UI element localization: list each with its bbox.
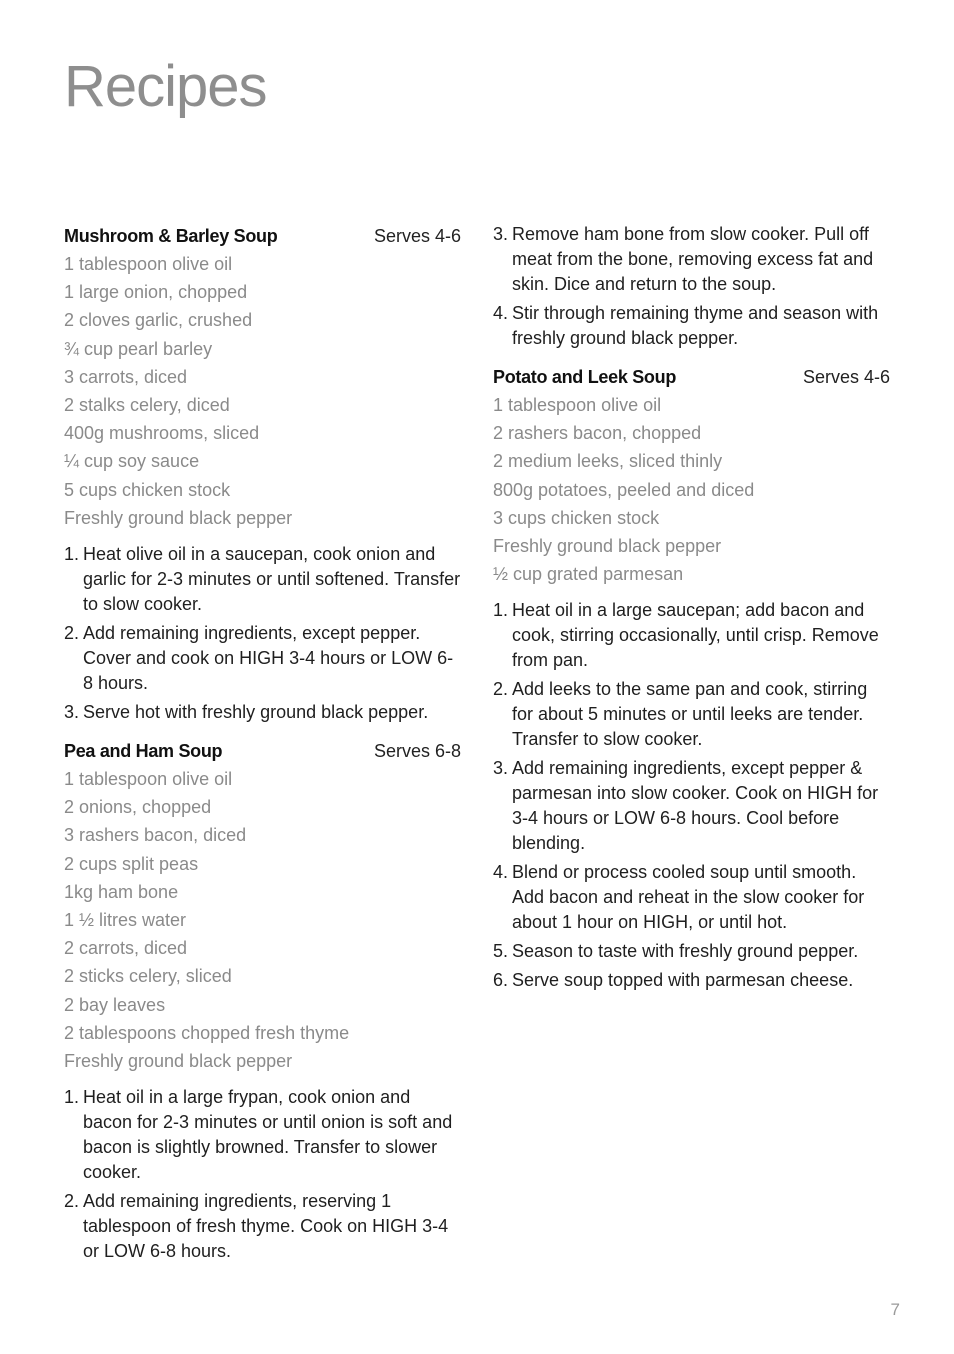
recipe-potato-and-leek-soup — [493, 363, 890, 993]
serves-label: Serves 4-6 — [373, 226, 461, 246]
ingredient-item: 3 cups chicken stock — [493, 507, 660, 528]
step-text: Add remaining ingredients, reserving 1 tablespoon of fresh thyme. Cook on HIGH 3-4 or LOW 6-8 hours. — [83, 1191, 449, 1262]
step-number: 5. — [493, 941, 509, 962]
serves-label: Serves 4-6 — [802, 367, 890, 387]
ingredient-item: 2 sticks celery, sliced — [64, 966, 232, 987]
method-step — [64, 1189, 461, 1264]
method-step — [493, 939, 890, 964]
step-text: Serve soup topped with parmesan cheese. — [512, 970, 854, 991]
recipe-header — [64, 222, 461, 250]
step-number: 2. — [64, 1191, 80, 1212]
method-step — [493, 301, 890, 351]
ingredient-item: 2 bay leaves — [64, 994, 166, 1015]
method-step — [493, 222, 890, 297]
step-text: Add leeks to the same pan and cook, stirring for about 5 minutes or until leeks are tender. Transfer to slow cooker. — [512, 679, 868, 750]
method-step — [64, 700, 461, 725]
ingredient-item: 800g potatoes, peeled and diced — [493, 479, 755, 500]
ingredient-item: 3 rashers bacon, diced — [64, 825, 247, 846]
ingredient-item: Freshly ground black pepper — [64, 507, 293, 528]
step-text: Heat oil in a large saucepan; add bacon and cook, stirring occasionally, until crisp. Remove from pan. — [512, 600, 879, 671]
method-steps-continued — [493, 222, 890, 351]
ingredient-item: 400g mushrooms, sliced — [64, 423, 260, 444]
recipe-header — [493, 363, 890, 391]
step-text: Season to taste with freshly ground pepper. — [512, 941, 859, 962]
step-number: 1. — [64, 1087, 80, 1108]
step-number: 2. — [493, 679, 509, 700]
ingredient-item: 2 stalks celery, diced — [64, 395, 230, 416]
ingredient-item: 2 medium leeks, sliced thinly — [493, 451, 723, 472]
page-number: 7 — [890, 1300, 900, 1319]
recipe-title: Potato and Leek Soup — [493, 367, 677, 387]
ingredient-item: ¾ cup pearl barley — [64, 338, 213, 359]
ingredient-list — [493, 391, 890, 588]
ingredient-item: Freshly ground black pepper — [493, 536, 722, 557]
ingredient-item: 2 onions, chopped — [64, 797, 212, 818]
step-number: 3. — [64, 702, 80, 723]
ingredient-item: 1 tablespoon olive oil — [493, 395, 662, 415]
ingredient-item: 1 tablespoon olive oil — [64, 769, 233, 790]
step-text: Add remaining ingredients, except pepper & parmesan into slow cooker. Cook on HIGH for 3-4 hours or LOW 6-8 hours. Cool before blending. — [512, 758, 879, 854]
ingredient-item: ¼ cup soy sauce — [64, 451, 200, 472]
step-number: 4. — [493, 862, 509, 883]
method-steps — [493, 598, 890, 993]
method-step — [493, 756, 890, 856]
step-number: 4. — [493, 303, 509, 323]
left-column — [64, 222, 461, 1276]
recipe-pea-and-ham-soup — [64, 737, 461, 1264]
ingredient-item: ½ cup grated parmesan — [493, 564, 684, 585]
ingredient-item: 2 carrots, diced — [64, 938, 188, 959]
step-number: 1. — [64, 544, 80, 565]
ingredient-item: 1 large onion, chopped — [64, 282, 248, 303]
ingredient-item: 1 tablespoon olive oil — [64, 254, 233, 274]
serves-label: Serves 6-8 — [373, 741, 461, 762]
method-step — [493, 860, 890, 935]
step-text: Stir through remaining thyme and season with freshly ground black pepper. — [512, 303, 879, 348]
ingredient-item: 2 cups split peas — [64, 853, 199, 874]
step-number: 3. — [493, 224, 509, 244]
method-steps — [64, 542, 461, 725]
method-step — [493, 968, 890, 993]
step-number: 6. — [493, 970, 509, 991]
method-step — [64, 542, 461, 617]
ingredient-item: 2 rashers bacon, chopped — [493, 423, 702, 444]
page-title: Recipes — [64, 54, 267, 119]
step-text: Heat oil in a large frypan, cook onion and bacon for 2-3 minutes or until onion is soft and bacon is slightly browned. Transfer to slower cooker. — [83, 1087, 453, 1183]
right-column — [493, 222, 890, 1005]
ingredient-item: 2 cloves garlic, crushed — [64, 310, 253, 331]
step-text: Serve hot with freshly ground black pepper. — [83, 702, 429, 723]
recipe-mushroom-barley-soup — [64, 222, 461, 725]
method-steps — [64, 1085, 461, 1264]
step-text: Remove ham bone from slow cooker. Pull off meat from the bone, removing excess fat and skin. Dice and return to the soup. — [512, 224, 874, 294]
step-text: Blend or process cooled soup until smooth. Add bacon and reheat in the slow cooker for about 1 hour on HIGH, or until hot. — [512, 862, 865, 933]
ingredient-list — [64, 765, 461, 1075]
recipe-header — [64, 737, 461, 765]
ingredient-item: 1kg ham bone — [64, 881, 179, 902]
ingredient-list — [64, 250, 461, 532]
ingredient-item: 2 tablespoons chopped fresh thyme — [64, 1022, 350, 1043]
step-text: Add remaining ingredients, except pepper. Cover and cook on HIGH 3-4 hours or LOW 6-8 hours. — [83, 623, 454, 694]
method-step — [64, 621, 461, 696]
recipe-title: Pea and Ham Soup — [64, 741, 223, 762]
step-text: Heat olive oil in a saucepan, cook onion and garlic for 2-3 minutes or until softened. Transfer to slow cooker. — [83, 544, 461, 615]
step-number: 1. — [493, 600, 509, 621]
ingredient-item: 5 cups chicken stock — [64, 479, 231, 500]
ingredient-item: Freshly ground black pepper — [64, 1051, 293, 1072]
recipe-title: Mushroom & Barley Soup — [64, 226, 278, 246]
method-step — [64, 1085, 461, 1185]
ingredient-item: 3 carrots, diced — [64, 366, 188, 387]
ingredient-item: 1 ½ litres water — [64, 910, 187, 931]
method-step — [493, 677, 890, 752]
step-number: 3. — [493, 758, 509, 779]
method-step — [493, 598, 890, 673]
step-number: 2. — [64, 623, 80, 644]
